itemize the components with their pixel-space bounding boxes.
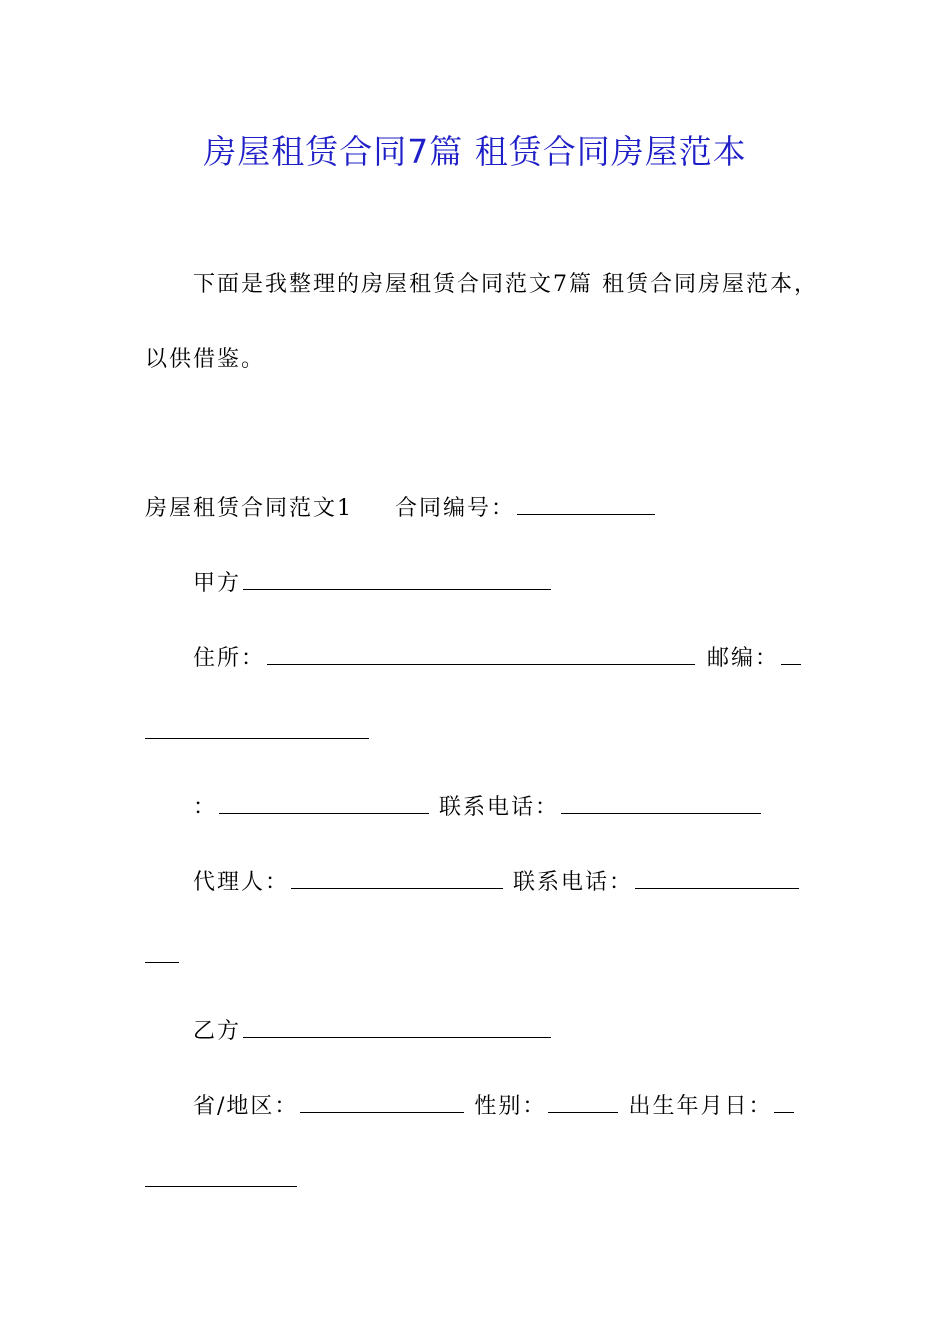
birth-date-label: 出生年月日： [628,1094,773,1119]
contract-header-row [145,494,657,524]
agent-row [193,868,801,898]
phone-blank-b-continued [145,942,179,963]
gender-label: 性别： [474,1094,547,1119]
colon-label: ： [193,795,218,820]
section-heading: 房屋租赁合同范文1 [145,496,353,521]
postcode-continuation-row [145,718,371,748]
party-b-row [193,1017,553,1047]
agent-blank [291,868,503,889]
party-a-row [193,569,553,599]
intro-paragraph-line-2: 以供借鉴。 [145,347,266,372]
region-row [193,1092,796,1122]
contract-number-label: 合同编号： [395,496,516,521]
birth-date-blank-continued [145,1166,297,1187]
gender-blank [548,1092,618,1113]
phone-label-a: 联系电话： [439,795,560,820]
phone-blank-b [635,868,799,889]
party-a-blank [243,569,551,590]
postcode-label: 邮编： [707,646,780,671]
contact-row [193,793,763,823]
intro-paragraph-line-1: 下面是我整理的房屋租赁合同范文7篇 租赁合同房屋范本， [193,272,818,297]
birth-date-continuation-row [145,1166,299,1196]
party-a-label: 甲方 [193,571,242,596]
address-blank [267,644,695,665]
region-blank [300,1092,464,1113]
postcode-blank-continued [145,718,369,739]
id-blank [219,793,429,814]
postcode-blank-start [781,644,801,665]
document-title: 房屋租赁合同7篇 租赁合同房屋范本 [203,132,747,171]
address-row [193,644,803,674]
party-b-blank [243,1017,551,1038]
address-label: 住所： [193,646,266,671]
phone-label-b: 联系电话： [513,870,634,895]
contract-number-blank [517,494,655,515]
phone-blank-a [561,793,761,814]
agent-label: 代理人： [193,870,290,895]
birth-date-blank-start [774,1092,794,1113]
agent-phone-continuation-row [145,942,181,972]
region-label: 省/地区： [193,1094,299,1119]
party-b-label: 乙方 [193,1019,242,1044]
